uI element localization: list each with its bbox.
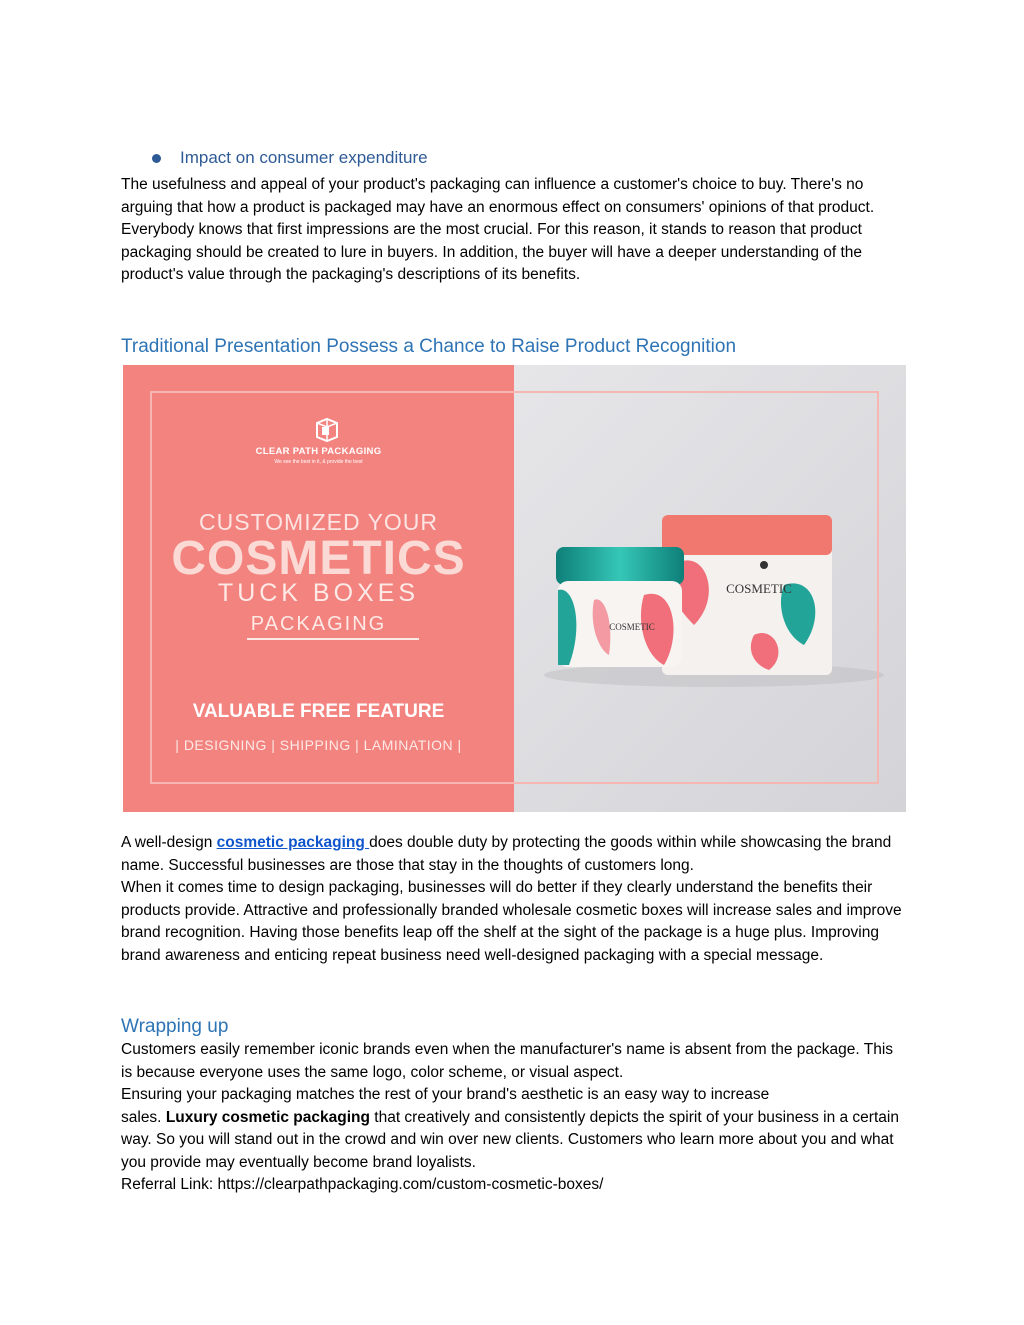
section2-heading-wrap	[121, 336, 907, 358]
jar-label: COSMETIC	[609, 622, 655, 632]
banner-frame	[150, 391, 879, 784]
paragraph: When it comes time to design packaging, businesses will do better if they clearly understand the benefits their products provide. Attractive and professionally branded wholesale cosmetic boxes will increase sales and improve brand recognition. Having those benefits leap off the shelf at the sight of the package is a huge plus. Improving brand awareness and enticing repeat business need well-designed packaging with a special message.	[121, 879, 902, 964]
section3	[121, 1016, 907, 1197]
banner-line-3: TUCK BOXES	[217, 579, 420, 607]
bold-text: Luxury cosmetic packaging	[165, 1108, 370, 1126]
banner-line-4: PACKAGING	[250, 613, 387, 635]
banner-line-1: CUSTOMIZED YOUR	[198, 509, 439, 535]
text-span: does double duty by protecting the goods within while showcasing the brand name. Successful businesses are those that stay in the thoughts of customers long.	[121, 834, 892, 874]
banner-line-6: | DESIGNING | SHIPPING | LAMINATION |	[175, 737, 462, 753]
logo-name: CLEAR PATH PACKAGING	[255, 446, 382, 457]
box-label: COSMETIC	[726, 581, 792, 596]
cosmetic-packaging-link[interactable]: cosmetic packaging	[216, 834, 370, 851]
section2-body	[121, 832, 907, 967]
referral-link-text: Referral Link: https://clearpathpackaging.com/custom-cosmetic-boxes/	[121, 1176, 604, 1193]
paragraph	[121, 1084, 907, 1174]
banner-line-2: COSMETICS	[171, 532, 466, 585]
text-span: that creatively and consistently depicts the spirit of your business in a certain way. So you will stand out in the crowd and win over new clients. Customers who learn more about you and what you provide may eventually become brand loyalists.	[121, 1108, 899, 1171]
text-span: A well-design	[121, 834, 217, 851]
paragraph: Customers easily remember iconic brands even when the manufacturer's name is absent from the package. This is because everyone uses the same logo, color scheme, or visual aspect.	[121, 1041, 894, 1081]
bullet-dot-icon	[152, 154, 161, 163]
text-span: sales.	[121, 1108, 166, 1126]
section-heading: Wrapping up	[121, 1016, 229, 1037]
paragraph	[121, 832, 907, 877]
bullet-text: Impact on consumer expenditure	[180, 148, 428, 167]
bullet-item	[152, 148, 428, 168]
logo-tagline: We see the best in it, & provide the best	[274, 459, 363, 465]
paragraph: The usefulness and appeal of your product's packaging can influence a customer's choice to buy. There's no arguing that how a product is packaged may have an enormous effect on consumers' opinions of that product.	[121, 176, 875, 216]
paragraph: Everybody knows that first impressions are the most crucial. For this reason, it stands to reason that product packaging should be created to lure in buyers. In addition, the buyer will have a deeper understanding of the product's value through the packaging's descriptions of its benefits.	[121, 221, 863, 283]
section-heading: Traditional Presentation Possess a Chance to Raise Product Recognition	[121, 336, 737, 357]
text-span: Ensuring your packaging matches the rest of your brand's aesthetic is an easy way to increase	[121, 1086, 770, 1103]
promo-banner-image	[123, 365, 906, 812]
banner-line-5: VALUABLE FREE FEATURE	[192, 701, 445, 722]
section1-body	[121, 174, 907, 287]
